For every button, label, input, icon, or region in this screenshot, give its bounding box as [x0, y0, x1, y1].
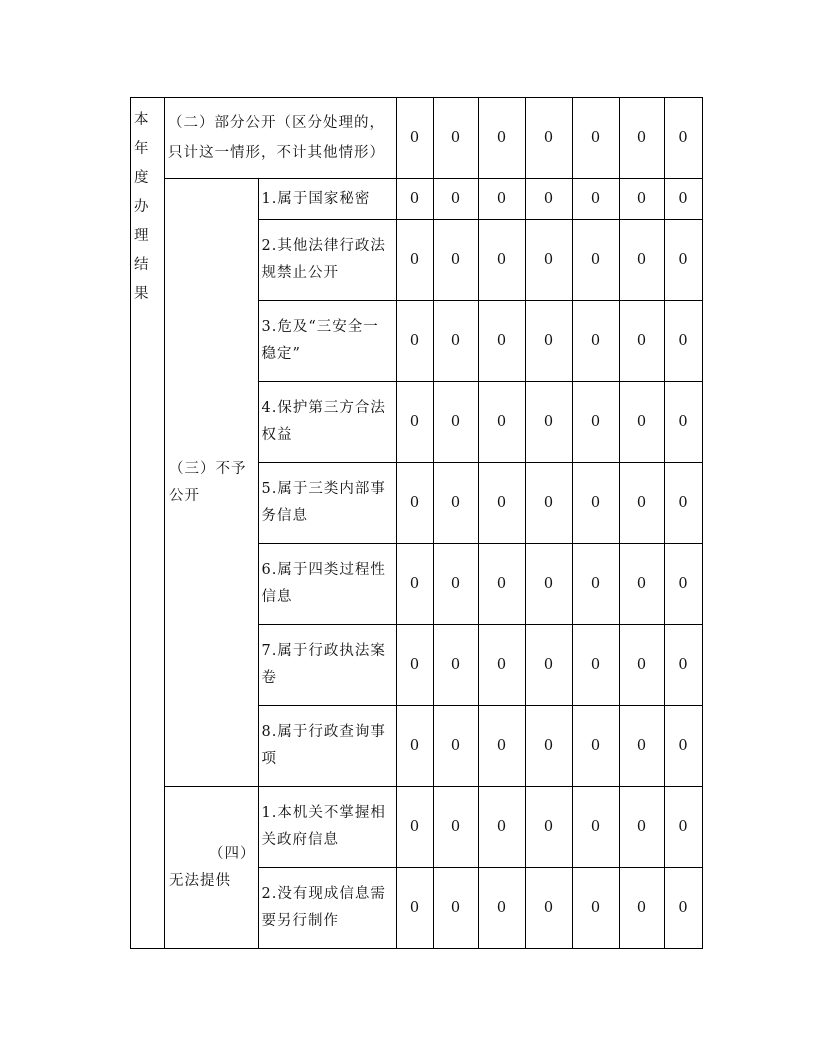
section4-label — [165, 787, 259, 949]
value-cell: 0 — [433, 382, 478, 463]
value-cell: 0 — [433, 463, 478, 544]
value-cell: 0 — [664, 868, 702, 949]
item-label: 3.危及“三安全一稳定” — [258, 301, 396, 382]
value-cell: 0 — [664, 706, 702, 787]
value-cell: 0 — [396, 787, 433, 868]
value-cell: 0 — [619, 787, 664, 868]
table-row-section2 — [131, 98, 703, 179]
value-cell: 0 — [478, 787, 525, 868]
table-row — [131, 787, 703, 868]
results-table — [130, 97, 703, 949]
value-cell: 0 — [664, 382, 702, 463]
row-header-cell: 本年度办理结果 — [131, 98, 165, 949]
value-cell: 0 — [619, 463, 664, 544]
value-cell: 0 — [619, 382, 664, 463]
item-label: 1.属于国家秘密 — [258, 179, 396, 220]
item-label: 6.属于四类过程性信息 — [258, 544, 396, 625]
value-cell: 0 — [396, 706, 433, 787]
value-cell: 0 — [396, 625, 433, 706]
value-cell: 0 — [396, 301, 433, 382]
value-cell: 0 — [478, 463, 525, 544]
value-cell: 0 — [433, 625, 478, 706]
value-cell: 0 — [478, 301, 525, 382]
value-cell: 0 — [433, 179, 478, 220]
value-cell: 0 — [525, 625, 572, 706]
item-label: 5.属于三类内部事务信息 — [258, 463, 396, 544]
value-cell: 0 — [396, 179, 433, 220]
value-cell: 0 — [664, 625, 702, 706]
section4-label-line2: 无法提供 — [169, 872, 231, 889]
value-cell: 0 — [433, 706, 478, 787]
value-cell: 0 — [433, 98, 478, 179]
value-cell: 0 — [396, 868, 433, 949]
value-cell: 0 — [572, 98, 619, 179]
value-cell: 0 — [664, 179, 702, 220]
value-cell: 0 — [619, 220, 664, 301]
value-cell: 0 — [525, 179, 572, 220]
value-cell: 0 — [572, 868, 619, 949]
item-label: 4.保护第三方合法权益 — [258, 382, 396, 463]
value-cell: 0 — [525, 220, 572, 301]
value-cell: 0 — [433, 301, 478, 382]
value-cell: 0 — [664, 787, 702, 868]
value-cell: 0 — [478, 544, 525, 625]
item-label: 7.属于行政执法案卷 — [258, 625, 396, 706]
value-cell: 0 — [572, 463, 619, 544]
value-cell: 0 — [525, 98, 572, 179]
value-cell: 0 — [572, 706, 619, 787]
value-cell: 0 — [619, 98, 664, 179]
value-cell: 0 — [664, 301, 702, 382]
value-cell: 0 — [396, 382, 433, 463]
value-cell: 0 — [572, 625, 619, 706]
value-cell: 0 — [433, 544, 478, 625]
value-cell: 0 — [525, 301, 572, 382]
value-cell: 0 — [478, 625, 525, 706]
value-cell: 0 — [572, 382, 619, 463]
section2-label: （二）部分公开（区分处理的，只计这一情形，不计其他情形） — [165, 98, 397, 179]
value-cell: 0 — [396, 463, 433, 544]
value-cell: 0 — [478, 868, 525, 949]
item-label: 1.本机关不掌握相关政府信息 — [258, 787, 396, 868]
value-cell: 0 — [433, 868, 478, 949]
section3-label: （三）不予公开 — [165, 179, 259, 787]
value-cell: 0 — [525, 787, 572, 868]
value-cell: 0 — [664, 544, 702, 625]
value-cell: 0 — [664, 220, 702, 301]
value-cell: 0 — [572, 787, 619, 868]
value-cell: 0 — [572, 179, 619, 220]
value-cell: 0 — [525, 544, 572, 625]
value-cell: 0 — [619, 706, 664, 787]
value-cell: 0 — [619, 179, 664, 220]
value-cell: 0 — [478, 706, 525, 787]
value-cell: 0 — [572, 544, 619, 625]
value-cell: 0 — [619, 868, 664, 949]
value-cell: 0 — [396, 544, 433, 625]
item-label: 8.属于行政查询事项 — [258, 706, 396, 787]
value-cell: 0 — [478, 220, 525, 301]
value-cell: 0 — [619, 301, 664, 382]
value-cell: 0 — [619, 544, 664, 625]
value-cell: 0 — [396, 98, 433, 179]
section4-label-line1: （四） — [209, 845, 256, 862]
value-cell: 0 — [664, 463, 702, 544]
value-cell: 0 — [525, 463, 572, 544]
value-cell: 0 — [478, 98, 525, 179]
value-cell: 0 — [572, 220, 619, 301]
value-cell: 0 — [478, 382, 525, 463]
value-cell: 0 — [664, 98, 702, 179]
value-cell: 0 — [478, 179, 525, 220]
table-row — [131, 179, 703, 220]
value-cell: 0 — [619, 625, 664, 706]
item-label: 2.没有现成信息需要另行制作 — [258, 868, 396, 949]
item-label: 2.其他法律行政法规禁止公开 — [258, 220, 396, 301]
value-cell: 0 — [525, 706, 572, 787]
value-cell: 0 — [525, 868, 572, 949]
value-cell: 0 — [525, 382, 572, 463]
value-cell: 0 — [396, 220, 433, 301]
value-cell: 0 — [433, 220, 478, 301]
value-cell: 0 — [433, 787, 478, 868]
value-cell: 0 — [572, 301, 619, 382]
